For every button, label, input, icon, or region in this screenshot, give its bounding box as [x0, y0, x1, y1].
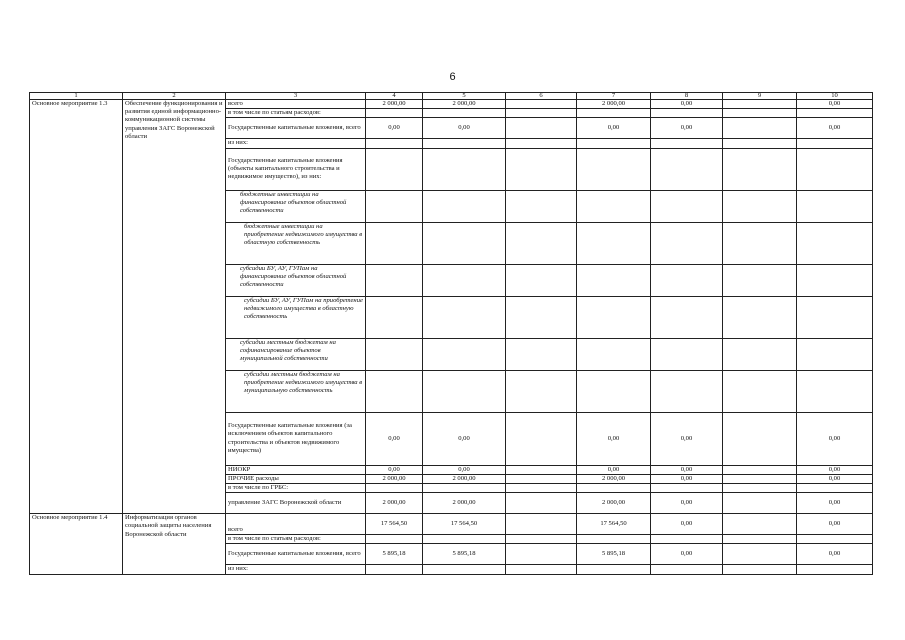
column-header: 5 [423, 93, 506, 100]
value-cell [506, 565, 577, 574]
value-cell [366, 190, 423, 222]
value-cell: 5 895,18 [366, 544, 423, 565]
value-cell [423, 296, 506, 338]
value-cell [506, 222, 577, 264]
column-header: 2 [123, 93, 226, 100]
column-header: 3 [226, 93, 366, 100]
value-cell [506, 190, 577, 222]
value-cell [423, 370, 506, 412]
value-cell [577, 296, 651, 338]
value-cell [651, 264, 723, 296]
value-cell: 17 564,50 [366, 514, 423, 535]
value-cell [506, 109, 577, 118]
value-cell [651, 535, 723, 544]
value-cell [797, 484, 873, 493]
budget-table [29, 92, 873, 575]
column-header: 10 [797, 93, 873, 100]
value-cell [723, 370, 797, 412]
expense-label-cell: из них: [226, 139, 366, 148]
value-cell: 0,00 [797, 544, 873, 565]
value-cell [723, 493, 797, 514]
expense-label-cell: в том числе по статьям расходов: [226, 109, 366, 118]
value-cell: 0,00 [797, 118, 873, 139]
value-cell [423, 109, 506, 118]
value-cell: 0,00 [651, 100, 723, 109]
value-cell [506, 484, 577, 493]
value-cell [506, 465, 577, 474]
value-cell [506, 412, 577, 465]
value-cell: 0,00 [797, 100, 873, 109]
value-cell: 0,00 [423, 465, 506, 474]
activity-name-cell: Обеспечение функционирования и развития единой информационно-коммуникационной системы управления ЗАГС Воронежской области [123, 100, 226, 514]
value-cell: 2 000,00 [423, 100, 506, 109]
value-cell [366, 338, 423, 370]
value-cell [577, 370, 651, 412]
value-cell [423, 139, 506, 148]
expense-label-cell: субсидии местным бюджетам на софинансирование объектов муниципальной собственности [226, 338, 366, 370]
expense-label-cell: в том числе по статьям расходов: [226, 535, 366, 544]
value-cell [797, 338, 873, 370]
value-cell [651, 109, 723, 118]
value-cell: 0,00 [577, 465, 651, 474]
activity-code-cell: Основное мероприятие 1.3 [30, 100, 123, 514]
value-cell [506, 148, 577, 190]
value-cell [577, 535, 651, 544]
value-cell [651, 370, 723, 412]
value-cell [797, 370, 873, 412]
value-cell [651, 139, 723, 148]
value-cell: 2 000,00 [366, 474, 423, 483]
expense-label-cell: всего [226, 514, 366, 535]
value-cell [506, 544, 577, 565]
column-header: 7 [577, 93, 651, 100]
value-cell [366, 484, 423, 493]
expense-label-cell: Государственные капитальные вложения (за исключением объектов капитального строительства и объектов недвижимого имущества) [226, 412, 366, 465]
column-header: 6 [506, 93, 577, 100]
value-cell: 0,00 [577, 412, 651, 465]
value-cell [423, 264, 506, 296]
value-cell: 5 895,18 [423, 544, 506, 565]
value-cell [423, 565, 506, 574]
table-row [30, 514, 873, 535]
value-cell: 17 564,50 [577, 514, 651, 535]
value-cell: 0,00 [651, 544, 723, 565]
value-cell [577, 139, 651, 148]
value-cell [797, 565, 873, 574]
value-cell [723, 264, 797, 296]
value-cell: 0,00 [651, 412, 723, 465]
value-cell [366, 139, 423, 148]
expense-label-cell: субсидии БУ, АУ, ГУПам на приобретение недвижимого имущества в областную собственность [226, 296, 366, 338]
activity-code-cell: Основное мероприятие 1.4 [30, 514, 123, 574]
value-cell [506, 338, 577, 370]
value-cell [723, 296, 797, 338]
expense-label-cell: бюджетные инвестиции на приобретение недвижимого имущества в областную собственность [226, 222, 366, 264]
value-cell [577, 264, 651, 296]
value-cell: 0,00 [651, 493, 723, 514]
value-cell: 5 895,18 [577, 544, 651, 565]
value-cell [797, 535, 873, 544]
value-cell: 0,00 [366, 118, 423, 139]
value-cell [366, 370, 423, 412]
value-cell [797, 148, 873, 190]
value-cell [651, 148, 723, 190]
value-cell [797, 109, 873, 118]
expense-label-cell: Государственные капитальные вложения (объекты капитального строительства и недвижимое имущество), из них: [226, 148, 366, 190]
value-cell [506, 535, 577, 544]
value-cell: 2 000,00 [423, 493, 506, 514]
value-cell [366, 264, 423, 296]
value-cell [723, 412, 797, 465]
value-cell: 2 000,00 [577, 493, 651, 514]
value-cell [506, 296, 577, 338]
column-header: 8 [651, 93, 723, 100]
value-cell: 0,00 [651, 465, 723, 474]
value-cell [651, 565, 723, 574]
value-cell [651, 338, 723, 370]
value-cell [577, 222, 651, 264]
value-cell [506, 370, 577, 412]
page-number: 6 [449, 71, 456, 83]
expense-label-cell: Государственные капитальные вложения, всего [226, 544, 366, 565]
value-cell [366, 296, 423, 338]
value-cell: 0,00 [797, 412, 873, 465]
value-cell [366, 148, 423, 190]
value-cell: 2 000,00 [423, 474, 506, 483]
value-cell [797, 264, 873, 296]
value-cell: 0,00 [797, 474, 873, 483]
value-cell: 17 564,50 [423, 514, 506, 535]
value-cell [506, 139, 577, 148]
expense-label-cell: субсидии БУ, АУ, ГУПам на финансирование объектов областной собственности [226, 264, 366, 296]
value-cell [797, 139, 873, 148]
value-cell [506, 514, 577, 535]
value-cell: 0,00 [366, 412, 423, 465]
value-cell [723, 514, 797, 535]
value-cell [506, 264, 577, 296]
value-cell [423, 190, 506, 222]
value-cell [506, 474, 577, 483]
value-cell [577, 565, 651, 574]
expense-label-cell: всего [226, 100, 366, 109]
value-cell [366, 222, 423, 264]
value-cell [723, 222, 797, 264]
expense-label-cell: в том числе по ГРБС: [226, 484, 366, 493]
value-cell [366, 565, 423, 574]
expense-label-cell: бюджетные инвестиции на финансирование объектов областной собственности [226, 190, 366, 222]
value-cell [723, 190, 797, 222]
value-cell [366, 535, 423, 544]
value-cell: 2 000,00 [366, 493, 423, 514]
value-cell [506, 118, 577, 139]
expense-label-cell: НИОКР [226, 465, 366, 474]
value-cell [723, 465, 797, 474]
value-cell: 0,00 [651, 514, 723, 535]
value-cell [651, 296, 723, 338]
value-cell [651, 484, 723, 493]
value-cell: 0,00 [423, 118, 506, 139]
value-cell: 0,00 [797, 493, 873, 514]
expense-label-cell: управление ЗАГС Воронежской области [226, 493, 366, 514]
value-cell [506, 493, 577, 514]
value-cell [577, 109, 651, 118]
value-cell: 2 000,00 [577, 474, 651, 483]
value-cell [577, 338, 651, 370]
value-cell [723, 484, 797, 493]
value-cell [506, 100, 577, 109]
value-cell [723, 118, 797, 139]
column-header: 4 [366, 93, 423, 100]
value-cell [797, 296, 873, 338]
value-cell [651, 190, 723, 222]
value-cell: 2 000,00 [577, 100, 651, 109]
value-cell: 0,00 [651, 118, 723, 139]
value-cell [423, 148, 506, 190]
table-row [30, 100, 873, 109]
value-cell [423, 222, 506, 264]
value-cell [723, 544, 797, 565]
column-header: 9 [723, 93, 797, 100]
value-cell [366, 109, 423, 118]
value-cell: 2 000,00 [366, 100, 423, 109]
value-cell [723, 148, 797, 190]
value-cell [577, 484, 651, 493]
value-cell [577, 190, 651, 222]
value-cell [723, 338, 797, 370]
header-row [30, 93, 873, 100]
value-cell [797, 222, 873, 264]
value-cell [723, 139, 797, 148]
value-cell [423, 535, 506, 544]
expense-label-cell: Государственные капитальные вложения, всего [226, 118, 366, 139]
expense-label-cell: субсидии местным бюджетам на приобретение недвижимого имущества в муниципальную собственность [226, 370, 366, 412]
value-cell [423, 338, 506, 370]
value-cell [423, 484, 506, 493]
value-cell: 0,00 [366, 465, 423, 474]
value-cell [723, 565, 797, 574]
value-cell: 0,00 [423, 412, 506, 465]
value-cell [723, 109, 797, 118]
value-cell [577, 148, 651, 190]
value-cell: 0,00 [797, 465, 873, 474]
value-cell: 0,00 [651, 474, 723, 483]
value-cell [723, 100, 797, 109]
value-cell [797, 190, 873, 222]
value-cell [723, 535, 797, 544]
value-cell [651, 222, 723, 264]
expense-label-cell: ПРОЧИЕ расходы [226, 474, 366, 483]
value-cell [723, 474, 797, 483]
activity-name-cell: Информатизация органов социальной защиты населения Воронежской области [123, 514, 226, 574]
value-cell: 0,00 [797, 514, 873, 535]
value-cell: 0,00 [577, 118, 651, 139]
expense-label-cell: из них: [226, 565, 366, 574]
column-header: 1 [30, 93, 123, 100]
